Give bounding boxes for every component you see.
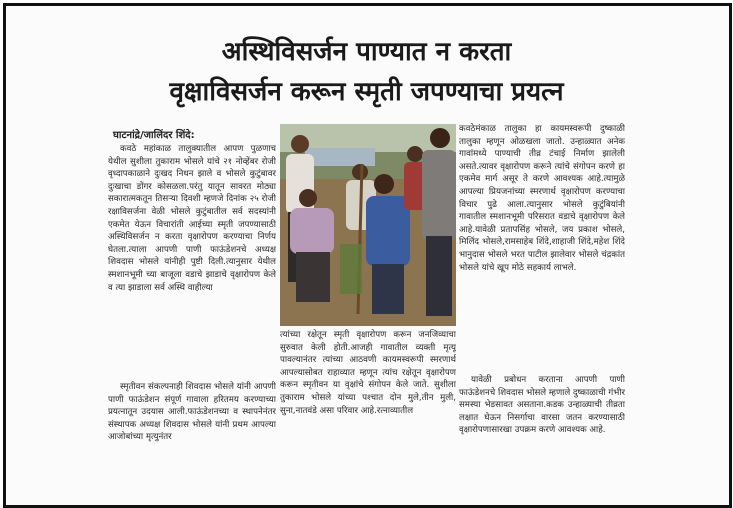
- headline-line-1: अस्थिविसर्जन पाण्यात न करता: [221, 37, 512, 67]
- paragraph-text: कवठेमंकाळ तालुका हा कायमस्वरूपी दुष्काळी तालुका म्हणून ओळखला जातो. उन्हाळ्यात अनेक गावांमध्ये पाण्याची तीव्र टंचाई निर्माण झालेली असते.त्यावर वृक्षारोपण करूने त्यांचे संगोपन करणे हा एकमेव मार्ग असूर ते करणे आवश्यक आहे.त्यामुळे आपल्या प्रियजनांच्या स्मरणार्थ वृक्षारोपण करण्याचा विचार पुढे आला.त्यानुसार भोसले कुटुंबियांनी गावातील स्मशानभूमी परिसरात वडाचे वृक्षारोपण केले आहे.यावेळी प्रतापसिंह भोसले, जय प्रकाश भोसले, मिलिंद भोसले,रामसाहेब शिंदे,शाहाजी शिंदे,महेश शिंदे भानुदास भोसले भरत पाटील झालेवार भोसले चंद्रकांत भोसले यांचे खूप मोठे सहकार्य लाभले.: [459, 124, 625, 273]
- column-1-paragraph-1: [108, 143, 276, 379]
- photo-illustration: [280, 124, 456, 326]
- headline-line-2: वृक्षाविसर्जन करून स्मृती जपण्याचा प्रयत्न: [169, 77, 564, 107]
- column-2-text: [280, 329, 456, 483]
- paragraph-text: यावेळी प्रबोधन करताना आपणी पाणी फाऊंडेशनचे शिवदास भोसले म्हणाले दुष्काळाची गंभीर समस्या भेडसावत असताना.कडक उन्हाळ्याची तीव्रता लक्षात घेऊन निसर्गाचा वारसा जतन करण्यासाठी वृक्षारोपणासारखा उपक्रम करणे आवश्यक आहे.: [459, 375, 625, 436]
- column-3-paragraph-1: [459, 123, 625, 371]
- news-photo: [280, 124, 456, 326]
- byline: घाटनांद्रे/जालिंदर शिंदे:: [113, 130, 195, 141]
- column-3-paragraph-2: [459, 374, 625, 484]
- column-1-paragraph-2: [108, 381, 276, 481]
- paragraph-text: त्यांच्या रक्षेतून स्मृती वृक्षारोपण करून जनजिव्याचा सुरुवात केली होती.आजही गावातील व्यक्ती मृत्यू पावल्यानंतर त्यांच्या आठवणी कायमस्वरूपी स्मरणार्थ आपल्यासोबत राहाव्यात म्हणून त्यांच रक्षेतून वृक्षारोपण करून स्मृतीवन या वृक्षांचे संगोपन केले जाते. सुशीला तुकाराम भोसले यांच्या पश्चात दोन मुले,तीन मुली, सुना,नातवंडे असा परिवार आहे.रत्नाव्यातील: [280, 330, 456, 416]
- paragraph-text: स्मृतीवन संकल्पनाही शिवदास भोसले यांनी आपणी पाणी फाऊंडेशन संपूर्ण गावाला हरितमय करण्याच्या प्रयत्नातून उदयास आली.फाऊंडेशनच्या व स्थापनेनंतर संस्थापक अध्यक्ष शिवदास भोसले यांनी प्रथम आपल्या आजोबांच्या मृत्युनंतर: [108, 382, 276, 443]
- paragraph-text: कवठे महांकाळ तालुक्यातील आपण पुळणाच येथील सुशीला तुकाराम भोसले यांचे २१ नोव्हेंबर रोजी वृध्दापकाळाने दुःखद निधन झाले व भोसले कुटुंबावर दुःखाचा डोंगर कोसळला.परंतु यातून सावरत मोठ्या सकारात्मकतून तिसऱ्या दिवशी म्हणजे दिनांक २५ रोजी रक्षाविसर्जना वेळी भोसले कुटुंबातील सर्व सदस्यांनी एकमेत येऊन विचारांती आईच्या स्मृती जपण्यासाठी अस्थिविसर्जन न करता वृक्षारोपण करण्याचा निर्णय घेतला.त्याला आपणी पाणी फाऊंडेशनचे अध्यक्ष शिवदास भोसले यांनीही पुष्टी दिली.त्यानुसार येथील स्मशानभूमी च्या बाजूला वडाचे झाडाचे वृक्षारोपण केले व त्या झाडाला सर्व अस्थि वाहील्या: [108, 144, 276, 293]
